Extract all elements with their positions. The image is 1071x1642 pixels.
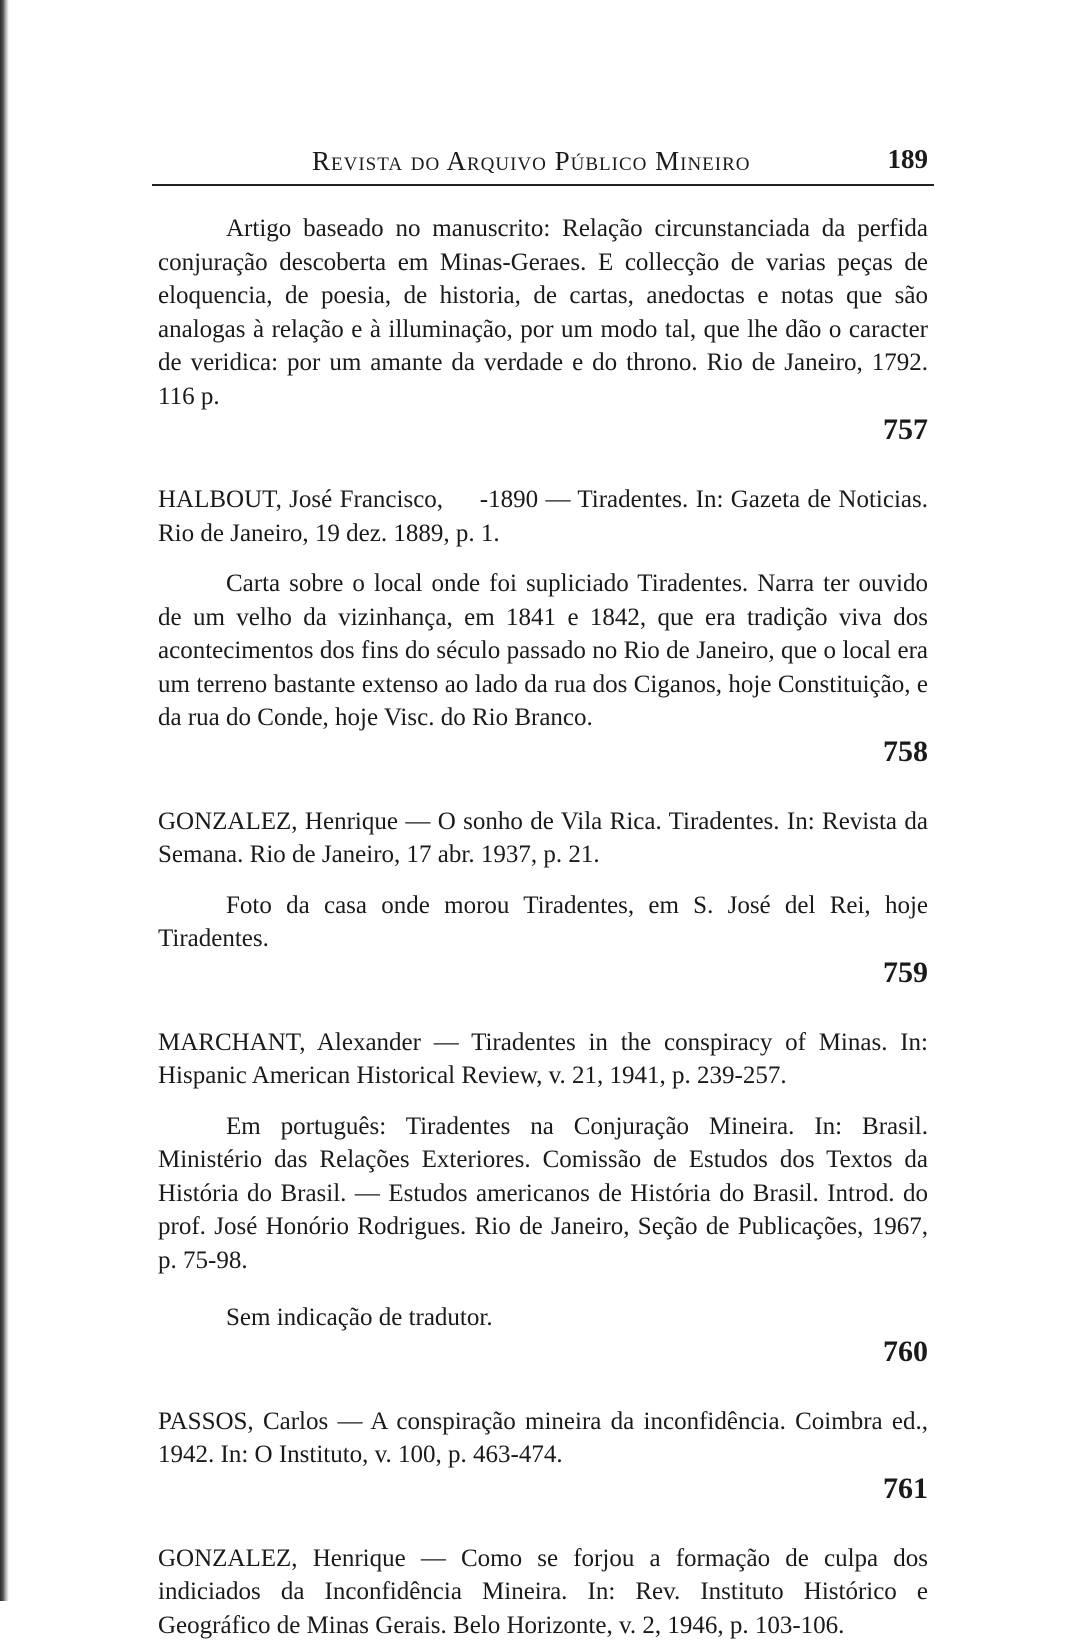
entry-759-citation: GONZALEZ, Henrique — O sonho de Vila Rica. Tiradentes. In: Revista da Semana. Rio de Janeiro, 17 abr. 1937, p. 21. (158, 805, 928, 872)
journal-title: Revista do Arquivo Público Mineiro (312, 146, 751, 177)
entry-759-annotation: Foto da casa onde morou Tiradentes, em S. José del Rei, hoje Tiradentes. (158, 889, 928, 956)
page-number: 189 (888, 144, 929, 175)
entry-759-number: 759 (158, 954, 928, 992)
entry-762-citation: GONZALEZ, Henrique — Como se forjou a formação de culpa dos indiciados da Inconfidência Mineira. In: Rev. Instituto Histórico e Geográfico de Minas Gerais. Belo Horizonte, v. 2, 1946, p. 103-106. (158, 1542, 928, 1642)
entry-761-number: 761 (158, 1470, 928, 1508)
entry-758-annotation: Carta sobre o local onde foi supliciado Tiradentes. Narra ter ouvido de um velho da vizinhança, em 1841 e 1842, que era tradição viva dos acontecimentos dos fins do século passado no Rio de Janeiro, que o local era um terreno bastante extenso ao lado da rua dos Ciganos, hoje Constituição, e da rua do Conde, hoje Visc. do Rio Branco. (158, 567, 928, 735)
entry-760-annotation: Em português: Tiradentes na Conjuração Mineira. In: Brasil. Ministério das Relações Exteriores. Comissão de Estudos dos Textos da História do Brasil. — Estudos americanos de História do Brasil. Introd. do prof. José Honório Rodrigues. Rio de Janeiro, Seção de Publicações, 1967, p. 75-98. (158, 1110, 928, 1278)
entry-761-citation: PASSOS, Carlos — A conspiração mineira da inconfidência. Coimbra ed., 1942. In: O Instituto, v. 100, p. 463-474. (158, 1405, 928, 1472)
entry-758-citation: HALBOUT, José Francisco, -1890 — Tiradentes. In: Gazeta de Noticias. Rio de Janeiro, 19 dez. 1889, p. 1. (158, 483, 928, 550)
entry-757-annotation: Artigo baseado no manuscrito: Relação circunstanciada da perfida conjuração descoberta em Minas-Geraes. E collecção de varias peças de eloquencia, de poesia, de historia, de cartas, anedoctas e notas que são analogas à relação e à illuminação, por um modo tal, que lhe dão o caracter de veridica: por um amante da verdade e do throno. Rio de Janeiro, 1792. 116 p. (158, 212, 928, 413)
entry-760-citation: MARCHANT, Alexander — Tiradentes in the conspiracy of Minas. In: Hispanic American Historical Review, v. 21, 1941, p. 239-257. (158, 1026, 928, 1093)
page-binding-edge (0, 0, 9, 1601)
bibliography-content (158, 212, 928, 1642)
entry-758-number: 758 (158, 733, 928, 771)
entry-760-note: Sem indicação de tradutor. (158, 1301, 928, 1335)
entry-757-number: 757 (158, 411, 928, 449)
running-header (152, 140, 934, 186)
entry-760-number: 760 (158, 1333, 928, 1371)
